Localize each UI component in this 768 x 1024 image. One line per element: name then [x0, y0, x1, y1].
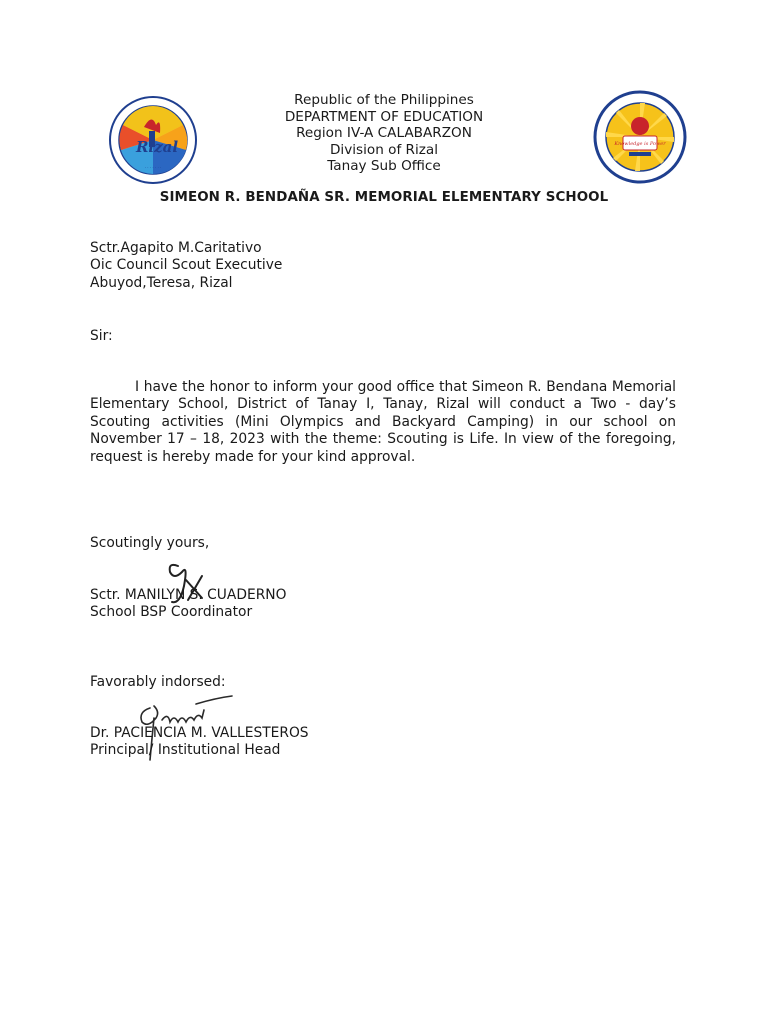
endorsement: Favorably indorsed: — [90, 674, 226, 690]
school-seal-banner: Knowledge is Power — [614, 141, 666, 147]
letterhead-line-department: DEPARTMENT OF EDUCATION — [284, 108, 484, 125]
closing: Scoutingly yours, — [90, 535, 210, 551]
signatory-2-position: Principal/ Institutional Head — [90, 742, 281, 759]
recipient-block — [90, 240, 282, 292]
recipient-address: Abuyod,Teresa, Rizal — [90, 274, 233, 291]
signatory-2 — [90, 725, 309, 760]
salutation: Sir: — [90, 328, 113, 344]
school-name: SIMEON R. BENDAÑA SR. MEMORIAL ELEMENTARY SCHOOL — [159, 190, 609, 205]
school-seal-icon — [593, 90, 687, 184]
letter-body: I have the honor to inform your good office that Simeon R. Bendana Memorial Elementary School, District of Tanay I, Tanay, Rizal will conduct a Two - day’s Scouting activities (Mini Olympics and Backyard Camping) in our school on November 17 – 18, 2023 with the theme: Scouting is Life. In view of the foregoing, request is hereby made for your kind approval. — [90, 379, 676, 465]
recipient-name: Sctr.Agapito M.Caritativo — [90, 240, 262, 256]
rizal-logo-text: Rizal — [135, 138, 179, 156]
signatory-1 — [90, 587, 286, 622]
recipient-title: Oic Council Scout Executive — [90, 257, 283, 274]
letterhead — [234, 92, 534, 175]
letterhead-line-region: Region IV-A CALABARZON — [296, 125, 472, 142]
signatory-1-name: Sctr. MANILYN S. CUADERNO — [90, 587, 287, 603]
signatory-2-name: Dr. PACIENCIA M. VALLESTEROS — [90, 725, 309, 741]
letterhead-line-republic: Republic of the Philippines — [294, 92, 474, 108]
svg-text:· · · · · · ·: · · · · · · · — [144, 165, 162, 170]
signatory-1-position: School BSP Coordinator — [90, 604, 253, 621]
division-of-rizal-seal-icon — [108, 95, 198, 185]
letterhead-line-sub-office: Tanay Sub Office — [327, 158, 441, 175]
letterhead-line-division: Division of Rizal — [329, 141, 439, 158]
